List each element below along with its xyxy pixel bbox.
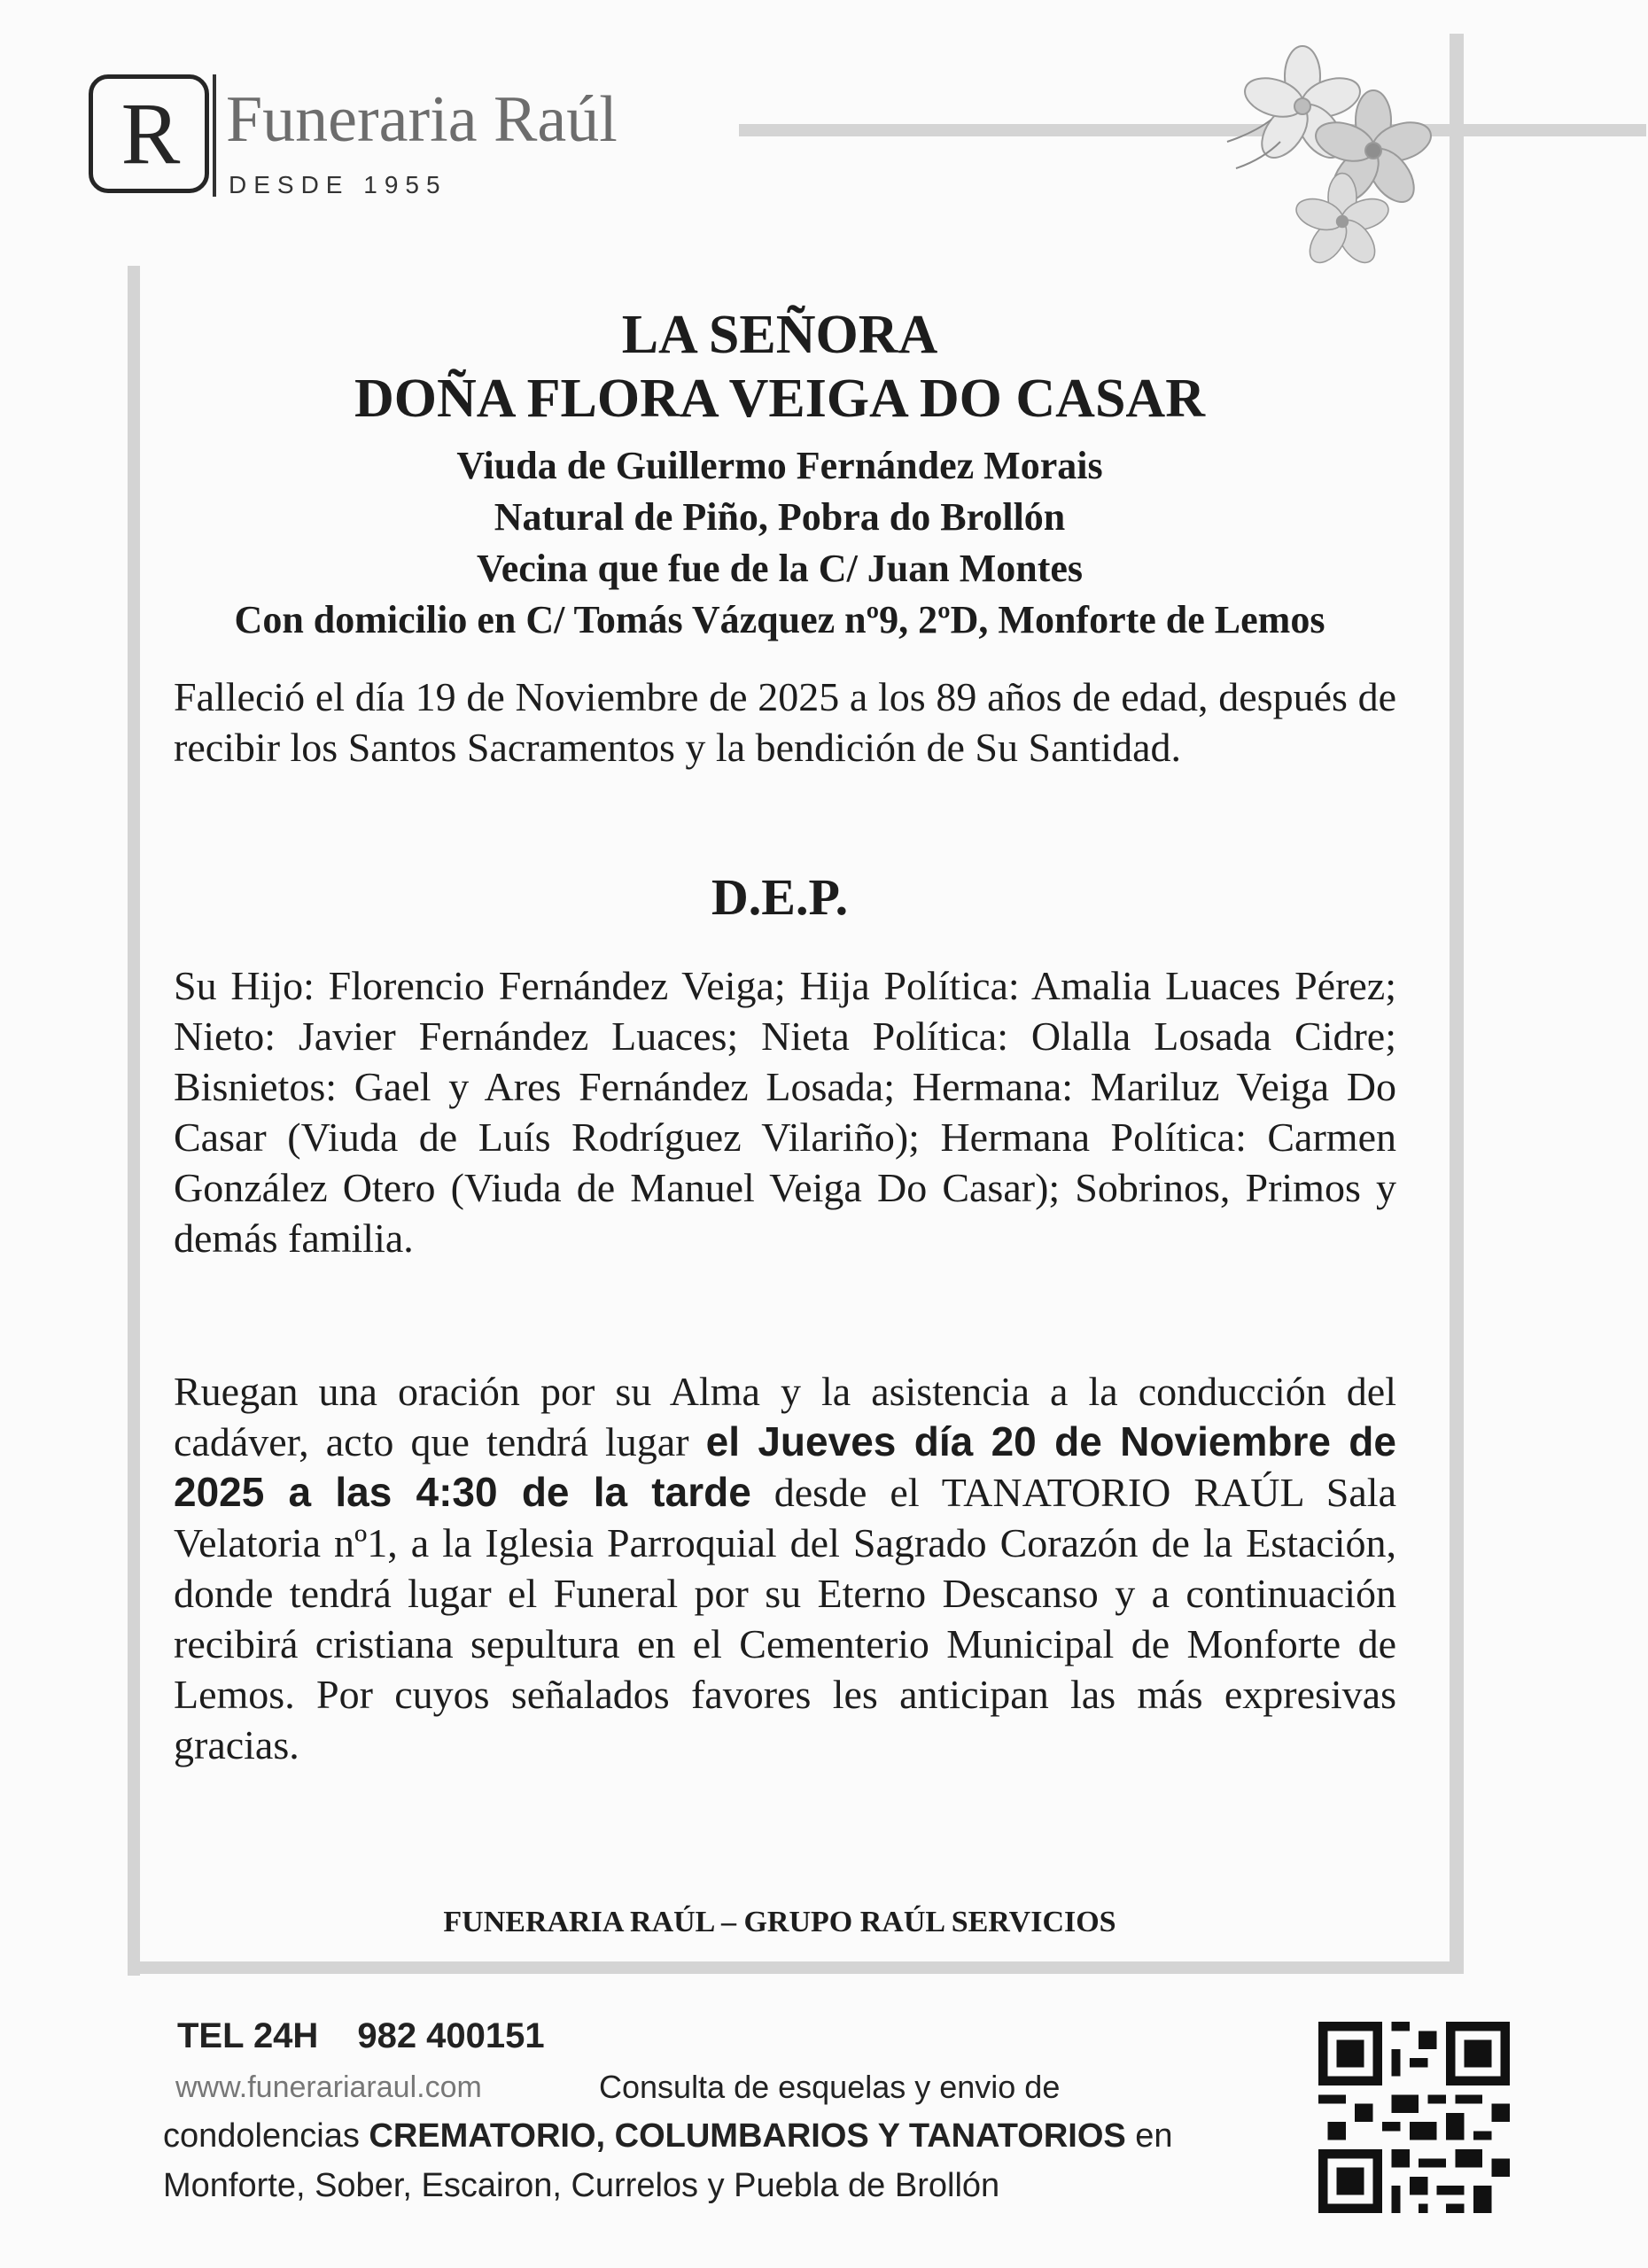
logo-divider bbox=[213, 74, 216, 197]
phone-number[interactable]: 982 400151 bbox=[357, 2016, 545, 2055]
detail-line: Con domicilio en C/ Tomás Vázquez nº9, 2ºD, Monforte de Lemos bbox=[234, 598, 1325, 641]
services-text: condolencias bbox=[163, 2117, 369, 2155]
locations-line: Monforte, Sober, Escairon, Currelos y Puebla de Brollón bbox=[163, 2167, 1000, 2204]
frame-top-line bbox=[739, 124, 1646, 136]
detail-line: Viuda de Guillermo Fernández Morais bbox=[456, 444, 1103, 487]
death-paragraph: Falleció el día 19 de Noviembre de 2025 a los 89 años de edad, después de recibir los Santos Sacramentos y la bendición de Su Santidad. bbox=[174, 674, 1396, 770]
ceremony-paragraph bbox=[174, 1366, 1396, 1770]
ceremony-text: desde el TANATORIO RAÚL Sala Velatoria nº1, a la Iglesia Parroquial del Sagrado Corazón de la Estación, donde tendrá lugar el Funeral por su Eterno Descanso y a continuación recibirá cristiana sepultura en el Cementerio Municipal de Monforte de Lemos. Por cuyos señalados favores les anticipan las más expresivas gracias. bbox=[174, 1470, 1396, 1767]
logo-letter: R bbox=[120, 84, 181, 183]
ceremony-text: Ruegan una oración por su Alma y la asistencia a la conducción del cadáver, acto que tendrá lugar bbox=[174, 1369, 1396, 1464]
consulta-text: Consulta de esquelas y envio de bbox=[599, 2069, 1061, 2105]
qr-code-icon[interactable] bbox=[1318, 2022, 1510, 2213]
phone-line bbox=[177, 2016, 584, 2056]
deceased-name: DOÑA FLORA VEIGA DO CASAR bbox=[354, 369, 1205, 429]
services-bold: CREMATORIO, COLUMBARIOS Y TANATORIOS bbox=[369, 2117, 1126, 2155]
notice-signature: FUNERARIA RAÚL – GRUPO RAÚL SERVICIOS bbox=[443, 1906, 1116, 1938]
frame-bottom-line bbox=[128, 1961, 1464, 1974]
services-text: en bbox=[1125, 2117, 1173, 2155]
frame-right-line bbox=[1450, 34, 1464, 1974]
website-link[interactable]: www.funerariaraul.com bbox=[175, 2070, 482, 2104]
ceremony-date: el Jueves día 20 de Noviembre de 2025 a las 4:30 de la tarde bbox=[174, 1418, 1396, 1515]
family-paragraph: Su Hijo: Florencio Fernández Veiga; Hija Política: Amalia Luaces Pérez; Nieto: Javier Fernández Luaces; Nieta Política: Olalla Losada Cidre; Bisnietos: Gael y Ares Fernández Losada; Hermana: Mariluz Veiga Do Casar (Viuda de Luís Rodríguez Vilariño); Hermana Política: Carmen González Otero (Viuda de Manuel Veiga Do Casar); Sobrinos, Primos y demás familia. bbox=[174, 963, 1396, 1261]
dep-heading: D.E.P. bbox=[711, 868, 849, 926]
frame-left-line bbox=[128, 266, 140, 1976]
phone-label: TEL 24H bbox=[177, 2016, 319, 2055]
services-line bbox=[163, 2117, 1173, 2155]
detail-line: Vecina que fue de la C/ Juan Montes bbox=[476, 547, 1084, 590]
brand-name: Funeraria Raúl bbox=[226, 83, 618, 156]
brand-since: DESDE 1955 bbox=[229, 171, 447, 198]
notice-title: LA SEÑORA bbox=[621, 305, 938, 365]
flowers-icon bbox=[1201, 35, 1449, 275]
detail-line: Natural de Piño, Pobra do Brollón bbox=[494, 495, 1066, 539]
